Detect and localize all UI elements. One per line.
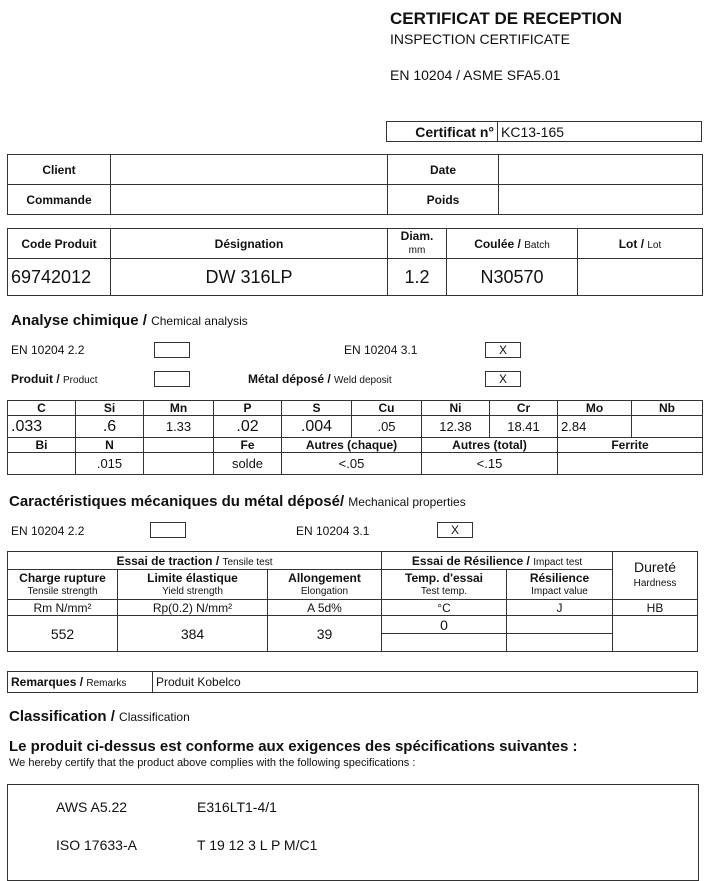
mech-unit: A 5d% (268, 600, 382, 616)
mech-col-fr: Limite élastique (147, 570, 238, 585)
mechanical-table (7, 551, 698, 652)
chem-header-cell: Autres (chaque) (282, 438, 422, 453)
mech-value: 39 (268, 616, 382, 652)
mechanical-section-title (9, 493, 466, 510)
lot-label: Lot / (618, 236, 645, 251)
chemical-section-title (11, 312, 248, 329)
chem-value-cell: .05 (352, 416, 422, 438)
chem-en31-label: EN 10204 3.1 (344, 343, 418, 357)
batch-header (447, 229, 578, 259)
mech-col-en: Elongation (300, 585, 349, 597)
mech-col-header (382, 570, 507, 600)
mech-col-en: Test temp. (420, 585, 468, 597)
chem-en22-checkbox[interactable] (154, 342, 190, 358)
chem-header-cell: Mo (558, 401, 632, 416)
spec-grade: T 19 12 3 L P M/C1 (197, 837, 318, 853)
chemical-title-en: Chemical analysis (151, 314, 248, 328)
chem-value-cell: .6 (76, 416, 144, 438)
mech-value (613, 616, 698, 652)
product-code: 69742012 (8, 259, 111, 296)
batch-label-en: Batch (524, 239, 550, 251)
order-value (111, 185, 388, 215)
chem-header-cell: Cu (352, 401, 422, 416)
classification-title: Classification / (9, 708, 115, 725)
chem-value-cell: .004 (282, 416, 352, 438)
remarks-label: Remarques / (11, 675, 84, 689)
mech-empty-cell (382, 634, 507, 652)
chem-header-cell: Si (76, 401, 144, 416)
spec-grade: E316LT1-4/1 (197, 799, 277, 815)
mech-col-fr: Temp. d'essai (405, 570, 483, 585)
mechanical-title-en: Mechanical properties (348, 495, 466, 509)
product-checkbox[interactable] (154, 371, 190, 387)
weight-value (499, 185, 703, 215)
spec-standard: ISO 17633-A (56, 837, 137, 853)
mech-col-en: Tensile strength (27, 585, 98, 597)
chem-header-cell: Autres (total) (422, 438, 558, 453)
chem-value-cell (558, 453, 703, 475)
mech-value (507, 616, 613, 634)
designation-label: Désignation (111, 229, 388, 259)
remarks-value: Produit Kobelco (153, 672, 698, 693)
chem-header-cell: Nb (632, 401, 703, 416)
mech-col-en: Impact value (531, 585, 588, 597)
chem-value-cell (144, 453, 214, 475)
chem-value-cell: 2.84 (558, 416, 632, 438)
client-value (111, 155, 388, 185)
classification-title-en: Classification (119, 710, 190, 724)
client-table (7, 154, 703, 215)
product-diam: 1.2 (388, 259, 447, 296)
mech-col-header (268, 570, 382, 600)
chem-header-cell (144, 438, 214, 453)
conformity-statement-en: We hereby certify that the product above complies with the following specifications : (9, 757, 416, 769)
product-option-label-en: Product (63, 375, 98, 386)
certificate-number: KC13-165 (498, 122, 702, 142)
weld-checkbox[interactable]: X (485, 371, 521, 387)
certificate-number-box (386, 121, 702, 142)
chem-value-cell: .015 (76, 453, 144, 475)
specs-box (7, 784, 699, 881)
document-title: CERTIFICAT DE RECEPTION (390, 9, 623, 28)
hardness-label: Dureté (633, 559, 677, 575)
impact-label-en: Impact test (533, 556, 583, 568)
remarks-table (7, 671, 698, 693)
chem-header-cell: Fe (214, 438, 282, 453)
hardness-header (613, 552, 698, 600)
chem-en22-label: EN 10204 2.2 (11, 343, 85, 357)
chem-header-cell: Bi (8, 438, 76, 453)
mech-en22-checkbox[interactable] (150, 522, 186, 538)
chem-value-cell (632, 416, 703, 438)
mech-value: 0 (382, 616, 507, 634)
diam-header (388, 229, 447, 259)
mech-col-fr: Résilience (529, 570, 590, 585)
remarks-label-en: Remarks (86, 678, 127, 689)
chem-header-cell: S (282, 401, 352, 416)
mech-col-header (118, 570, 268, 600)
mech-en31-checkbox[interactable]: X (437, 522, 473, 538)
chem-value-cell (8, 453, 76, 475)
chem-value-cell: <.05 (282, 453, 422, 475)
date-label: Date (388, 155, 499, 185)
weld-option (248, 372, 392, 386)
order-label: Commande (8, 185, 111, 215)
product-option (11, 372, 97, 386)
product-designation: DW 316LP (111, 259, 388, 296)
mech-unit: HB (613, 600, 698, 616)
mech-col-header (507, 570, 613, 600)
chem-value-cell: .033 (8, 416, 76, 438)
mech-value: 384 (118, 616, 268, 652)
weld-option-label: Métal déposé / (248, 372, 331, 386)
product-table (7, 228, 703, 296)
code-label: Code Produit (8, 229, 111, 259)
chem-en31-checkbox[interactable]: X (485, 342, 521, 358)
client-label: Client (8, 155, 111, 185)
diam-unit: mm (408, 245, 426, 256)
mech-unit: Rm N/mm² (8, 600, 118, 616)
chem-header-cell: C (8, 401, 76, 416)
mech-value: 552 (8, 616, 118, 652)
mech-empty-cell (507, 634, 613, 652)
certificate-label: Certificat n° (387, 122, 498, 142)
tensile-header (8, 552, 382, 570)
chemical-table (7, 400, 703, 475)
weld-option-label-en: Weld deposit (334, 375, 392, 386)
mech-unit: Rp(0.2) N/mm² (118, 600, 268, 616)
tensile-label: Essai de traction / (116, 553, 220, 568)
chem-value-cell: 1.33 (144, 416, 214, 438)
date-value (499, 155, 703, 185)
chem-value-cell: <.15 (422, 453, 558, 475)
chem-header-cell: N (76, 438, 144, 453)
impact-label: Essai de Résilience / (411, 553, 530, 568)
mech-unit: °C (382, 600, 507, 616)
chem-header-cell: Ferrite (558, 438, 703, 453)
mech-col-fr: Charge rupture (19, 570, 106, 585)
hardness-label-en: Hardness (633, 578, 677, 589)
mech-col-fr: Allongement (288, 570, 361, 585)
batch-label: Coulée / (474, 236, 521, 251)
lot-label-en: Lot (647, 239, 662, 251)
chem-value-cell: .02 (214, 416, 282, 438)
classification-section-title (9, 708, 190, 725)
chem-value-cell: 18.41 (490, 416, 558, 438)
chem-header-cell: Ni (422, 401, 490, 416)
product-lot (578, 259, 703, 296)
mech-en31-label: EN 10204 3.1 (296, 524, 370, 538)
chem-header-cell: P (214, 401, 282, 416)
chem-header-cell: Mn (144, 401, 214, 416)
remarks-header (8, 672, 153, 693)
mech-unit: J (507, 600, 613, 616)
spec-standard: AWS A5.22 (56, 799, 128, 815)
impact-header (382, 552, 613, 570)
chemical-title: Analyse chimique / (11, 312, 147, 329)
mech-col-en: Yield strength (162, 585, 223, 597)
diam-label: Diam. (400, 229, 434, 243)
product-option-label: Produit / (11, 372, 60, 386)
conformity-statement-fr: Le produit ci-dessus est conforme aux exigences des spécifications suivantes : (9, 738, 578, 755)
chem-value-cell: 12.38 (422, 416, 490, 438)
chem-value-cell: solde (214, 453, 282, 475)
weight-label: Poids (388, 185, 499, 215)
document-subtitle: INSPECTION CERTIFICATE (390, 31, 570, 47)
tensile-label-en: Tensile test (222, 556, 273, 568)
mech-col-header (8, 570, 118, 600)
mechanical-title: Caractéristiques mécaniques du métal déposé/ (9, 493, 345, 510)
lot-header (578, 229, 703, 259)
product-batch: N30570 (447, 259, 578, 296)
chem-header-cell: Cr (490, 401, 558, 416)
standard-reference: EN 10204 / ASME SFA5.01 (390, 67, 561, 83)
mech-en22-label: EN 10204 2.2 (11, 524, 85, 538)
